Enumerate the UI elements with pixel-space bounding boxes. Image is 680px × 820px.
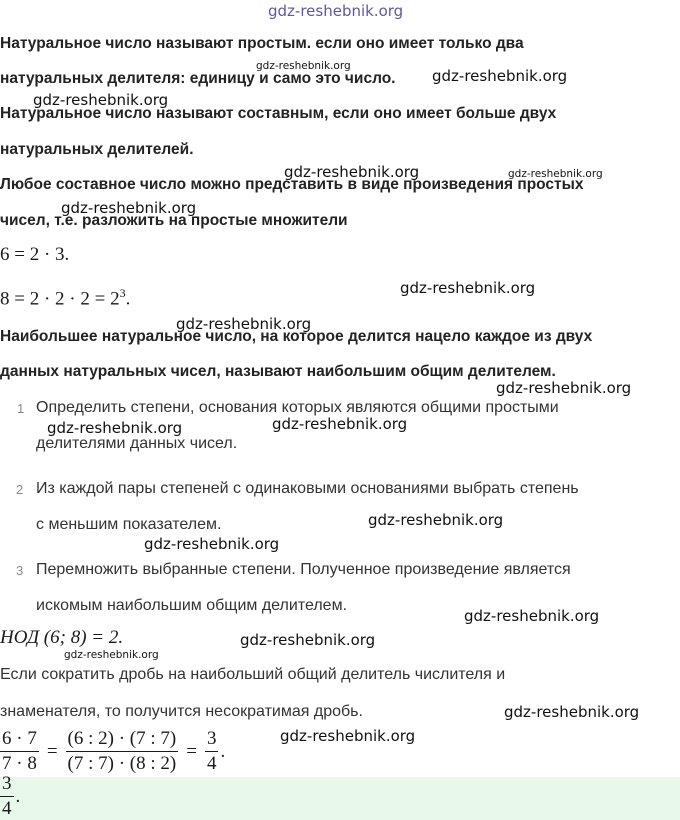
answer-dot: .	[15, 785, 21, 807]
step-text-line-2: делителями данных чисел.	[36, 435, 238, 452]
step-number: 3	[16, 563, 24, 578]
watermark: gdz-reshebnik.org	[47, 419, 183, 437]
watermark-small: gdz-reshebnik.org	[64, 649, 159, 661]
step-text-line-2: с меньшим показателем.	[36, 516, 222, 533]
fraction-divided-numerator: (6 : 2) · (7 : 7)	[66, 728, 179, 752]
equation-six: 6 = 2 · 3.	[0, 244, 70, 265]
watermark: gdz-reshebnik.org	[284, 163, 420, 181]
fraction-result	[205, 728, 219, 775]
watermark: gdz-reshebnik.org	[400, 279, 536, 297]
answer	[0, 773, 20, 820]
step-number: 2	[16, 482, 24, 497]
watermark: gdz-reshebnik.org	[464, 607, 600, 625]
watermark: gdz-reshebnik.org	[33, 91, 169, 109]
equation-eight-end: .	[125, 288, 131, 310]
fraction-result-denominator: 4	[206, 753, 217, 774]
answer-denominator: 4	[2, 798, 12, 819]
equation-eight	[0, 286, 130, 310]
composite-definition-line-2: натуральных делителей.	[0, 141, 194, 158]
watermark: gdz-reshebnik.org	[368, 511, 504, 529]
factorization-line-1: Любое составное число можно представить в виде произведения простых	[0, 176, 584, 193]
gcd-equation: НОД (6; 8) = 2.	[0, 627, 124, 648]
answer-fraction	[0, 773, 14, 820]
equals-sign: =	[186, 740, 197, 762]
fraction-original	[0, 728, 39, 775]
fraction-divided	[66, 728, 179, 775]
watermark: gdz-reshebnik.org	[61, 199, 197, 217]
watermark-small: gdz-reshebnik.org	[256, 60, 351, 72]
watermark: gdz-reshebnik.org	[272, 415, 408, 433]
fraction-result-numerator: 3	[205, 728, 219, 752]
composite-definition-line-1: Натуральное число называют составным, если оно имеет больше двух	[0, 105, 557, 122]
gcd-definition-line-1: Наибольшее натуральное число, на которое делится нацело каждое из двух	[0, 328, 593, 345]
reduce-text-line-1: Если сократить дробь на наибольший общий делитель числителя и	[0, 666, 506, 683]
prime-definition-line-2: натуральных делителя: единицу и само это число.	[0, 70, 396, 87]
fraction-equation	[0, 728, 225, 775]
step-text-line-1: Перемножить выбранные степени. Полученное произведение является	[36, 561, 571, 578]
factorization-line-2: чисел, т.е. разложить на простые множители	[0, 212, 348, 229]
answer-numerator: 3	[0, 773, 14, 797]
step-text-line-2: искомым наибольшим общим делителем.	[36, 597, 348, 614]
fraction-divided-denominator: (7 : 7) · (8 : 2)	[67, 753, 177, 774]
gcd-definition-line-2: данных натуральных чисел, называют наибольшим общим делителем.	[0, 363, 556, 380]
fraction-equation-dot: .	[220, 740, 226, 762]
step-text-line-1: Из каждой пары степеней с одинаковыми основаниями выбрать степень	[36, 480, 579, 497]
answer-highlight-band	[0, 777, 680, 820]
watermark: gdz-reshebnik.org	[176, 315, 312, 333]
equation-eight-exponent: 3	[119, 286, 126, 300]
watermark: gdz-reshebnik.org	[240, 631, 376, 649]
step-number: 1	[17, 401, 25, 416]
watermark-top: gdz-reshebnik.org	[268, 2, 404, 20]
watermark: gdz-reshebnik.org	[432, 67, 568, 85]
watermark: gdz-reshebnik.org	[144, 535, 280, 553]
watermark: gdz-reshebnik.org	[504, 703, 640, 721]
watermark: gdz-reshebnik.org	[496, 379, 632, 397]
reduce-text-line-2: знаменателя, то получится несократимая дробь.	[0, 703, 363, 720]
watermark: gdz-reshebnik.org	[280, 727, 416, 745]
equation-eight-base: 8 = 2 · 2 · 2 = 2	[0, 288, 120, 310]
fraction-original-denominator: 7 · 8	[2, 753, 37, 774]
step-text-line-1: Определить степени, основания которых являются общими простыми	[36, 399, 559, 416]
watermark-small: gdz-reshebnik.org	[508, 168, 603, 180]
prime-definition-line-1: Натуральное число называют простым. если оно имеет только два	[0, 35, 524, 52]
fraction-original-numerator: 6 · 7	[0, 728, 39, 752]
equals-sign: =	[46, 740, 58, 762]
